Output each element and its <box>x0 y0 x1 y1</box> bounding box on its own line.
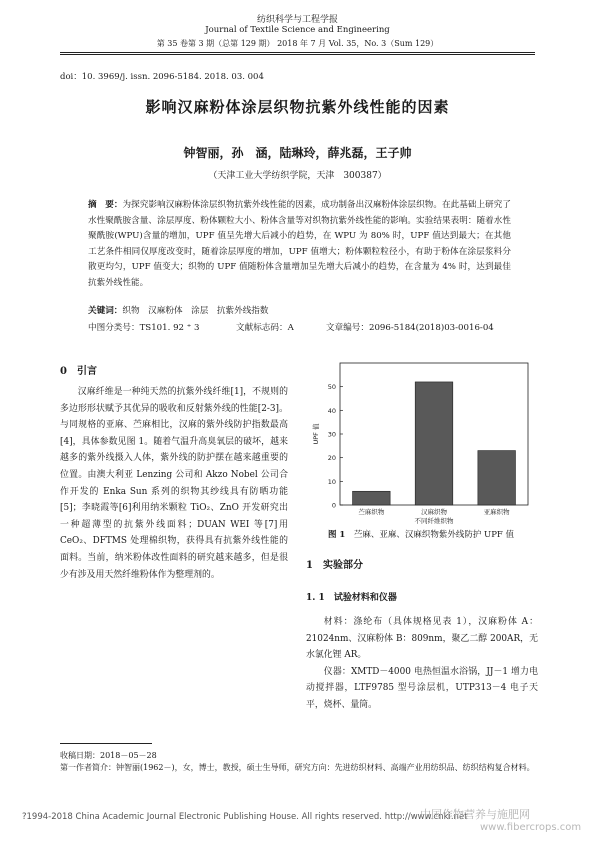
intro-paragraph: 汉麻纤维是一种纯天然的抗紫外线纤维[1]，不规则的多边形形状赋予其优异的吸收和反射紫外线的性能[2-3]。与同规格的亚麻、苎麻相比，汉麻的紫外线防护指数最高[4]，具体参数见图 1。随着气温升高臭氧层的破坏，越来越多的紫外线摄入人体，紫外线的防护摆在越来越重要的位置。由澳大利亚 Lenzing 公司和 Akzo Nobel 公司合作开发的 Enka Sun 系列的织物其纱线具有防晒功能[5]；李晓霞等[6]利用纳米颗粒 TiO₂、ZnO 开发研究出一种超薄型的抗紫外线面料；DUAN WEI 等[7]用 CeO₂、DFTMS 处理棉织物，获得具有抗紫外线性能的面料。当前，纳米粉体改性面料的研究越来越多，但是很少有涉及用天然纤维粉体作为整理剂的。 <box>60 387 288 580</box>
paper-title: 影响汉麻粉体涂层织物抗紫外线性能的因素 <box>145 98 450 116</box>
y-tick-label: 30 <box>327 430 336 439</box>
copyright-line: ?1994-2018 China Academic Journal Electronic Publishing House. All rights reserved. http://www.cnki.net <box>22 812 468 822</box>
header-rule <box>60 52 535 53</box>
x-tick-label: 亚麻织物 <box>483 508 510 516</box>
clc-number <box>88 321 199 333</box>
figure-1-caption-text: 苎麻、亚麻、汉麻织物紫外线防护 UPF 值 <box>353 530 515 540</box>
x-tick-label: 汉麻织物 <box>421 508 447 516</box>
abstract <box>88 198 511 291</box>
y-tick-label: 10 <box>327 477 336 486</box>
bar <box>478 451 516 505</box>
watermark-url: www.fibercrops.com <box>480 822 582 833</box>
x-axis-label: 不同纤维织物 <box>414 517 454 525</box>
section-1-heading <box>306 556 363 571</box>
article-number-label: 文章编号： <box>326 323 369 333</box>
keywords-label: 关键词： <box>88 306 123 316</box>
journal-name-cn: 纺织科学与工程学报 <box>256 15 338 25</box>
received-date: 收稿日期：2018－05－28 <box>60 751 157 760</box>
section-0-number: 0 <box>60 366 67 377</box>
journal-name-en: Journal of Textile Science and Engineering <box>205 25 390 35</box>
doi: doi：10. 3969/j. issn. 2096-5184. 2018. 03. 004 <box>60 72 264 82</box>
section-0-heading <box>60 362 97 377</box>
section-0-title: 引言 <box>76 366 97 377</box>
abstract-text: 为探究影响汉麻粉体涂层织物抗紫外线性能的因素，成功制备出汉麻粉体涂层织物。在此基础上研究了水性聚酰胺含量、涂层厚度、粉体颗粒大小、粉体含量等对织物抗紫外线性能的影响。实验结果表明：随着水性聚酰胺(WPU)含量的增加，UPF 值呈先增大后减小的趋势，在 WPU 为 80% 时，UPF 值达到最大；在其他工艺条件相同仅厚度改变时，随着涂层厚度的增加，UPF 值增大；粉体颗粒粒径小，有助于粉体在涂层浆料分散更均匀，UPF 值变大；织物的 UPF 值随粉体含量增加呈先增大后减小的趋势，在含量为 4% 时，达到最佳抗紫外线性能。 <box>88 200 511 288</box>
materials-paragraph: 材料：涤纶布（具体规格见表 1），汉麻粉体 A：21024nm、汉麻粉体 B：809nm，聚乙二醇 200AR，无水氯化锂 AR。 <box>306 617 538 661</box>
issue-line: 第 35 卷第 3 期（总第 129 期） 2018 年 7 月 Vol. 35，No. 3（Sum 129） <box>156 39 439 48</box>
y-tick-label: 40 <box>327 406 336 415</box>
x-tick-label: 苎麻织物 <box>358 508 385 516</box>
abstract-label: 摘 要： <box>88 200 123 210</box>
document-code <box>236 321 294 333</box>
document-code-label: 文献标志码： <box>236 323 288 333</box>
y-tick-label: 0 <box>331 501 336 510</box>
materials-body <box>306 614 538 714</box>
intro-body <box>60 384 288 583</box>
figure-1-label: 图 1 <box>327 530 346 540</box>
affiliation: （天津工业大学纺织学院，天津 300387） <box>208 171 387 181</box>
keywords-text: 织物 汉麻粉体 涂层 抗紫外线指数 <box>122 306 269 316</box>
clc-label: 中图分类号： <box>88 323 140 333</box>
y-tick-label: 50 <box>327 383 336 392</box>
y-axis-label: UPF 值 <box>312 423 320 445</box>
section-1-1-heading <box>306 590 397 603</box>
section-1-number: 1 <box>306 560 313 571</box>
y-tick-label: 20 <box>327 454 336 463</box>
bar <box>353 491 391 505</box>
keywords <box>88 304 269 316</box>
footnote-rule <box>60 743 152 744</box>
section-1-1-title: 试验材料和仪器 <box>333 593 397 603</box>
instruments-paragraph: 仪器：XMTD－4000 电热恒温水浴锅，JJ－1 增力电动搅拌器，LTF9785 型号涂层机，UTP313－4 电子天平，烧杯、量筒。 <box>306 666 538 710</box>
article-number-value: 2096-5184(2018)03-0016-04 <box>368 323 494 333</box>
figure-1 <box>306 355 536 525</box>
upf-bar-chart <box>306 355 536 525</box>
article-number <box>326 321 494 333</box>
document-code-value: A <box>287 323 294 333</box>
authors: 钟智丽，孙 涵，陆琳玲，薛兆磊，王子帅 <box>183 146 412 160</box>
header-rule-thin <box>60 54 535 55</box>
author-bio: 第一作者简介：钟智丽(1962－)，女，博士，教授，硕士生导师，研究方向：先进纺织材料、高端产业用纺织品、纺织结构复合材料。 <box>60 763 535 772</box>
section-1-title: 实验部分 <box>322 560 363 571</box>
section-1-1-number: 1. 1 <box>306 593 325 603</box>
bar <box>415 382 453 505</box>
footnotes <box>60 750 538 774</box>
watermark: 中国作物营养与施肥网 <box>420 808 530 821</box>
clc-value: TS101. 92 ⁺ 3 <box>139 323 200 333</box>
figure-1-caption <box>306 528 536 540</box>
